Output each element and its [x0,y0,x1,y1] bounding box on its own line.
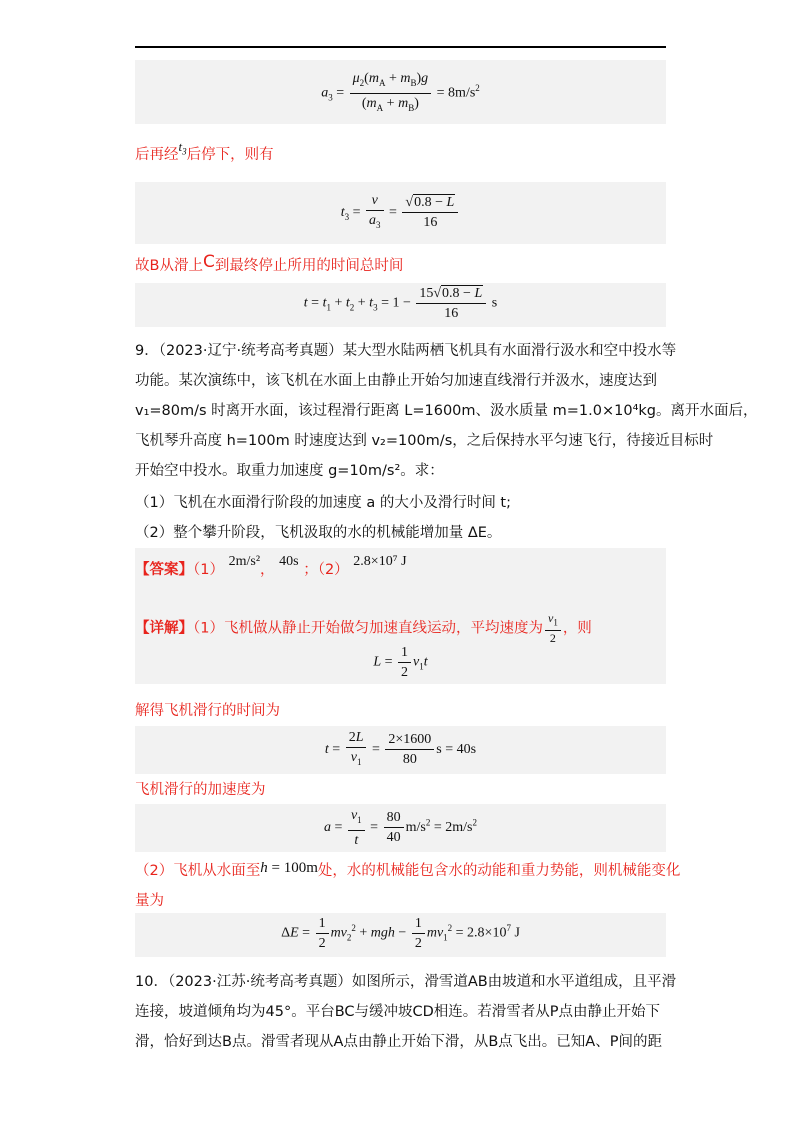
acceleration-label: 飞机滑行的加速度为 [135,782,266,798]
q9-line-5: 开始空中投水。取重力加速度 g=10m/s²。求： [135,463,444,479]
answer-tag: 【答案】 [135,562,193,578]
answer-value-2: 40s [279,554,299,569]
equation-a3: $a_3$ = $\frac{\mu_2(m_A + m_B)g}{(m_A + m_B)}$ = $8m/s^2$ [321,71,480,113]
equation-dE: ΔE = $\frac{1}{2}$ $mv_2^2$ + mgh − $\frac{1}{2}$ $mv_1^2 = 2.8\times 10^7$ J [281,916,520,951]
equation-box-total [135,283,666,327]
equation-box-t [135,726,666,774]
after-t3-text: 后再经$t_3$后停下，则有 [135,139,274,163]
detail-line: 【详解】（1）飞机做从静止开始做匀加速直线运动，平均速度为 $\frac{v_1}{2}$ ，则 [135,611,592,646]
time-label: 解得飞机滑行的时间为 [135,703,280,719]
q9-line-3: v₁=80m/s 时离开水面，该过程滑行距离 L=1600m、汲水质量 m=1.0×10⁴kg。离开水面后， [135,403,758,419]
part2-line-2: 量为 [135,893,164,909]
q9-line-4: 飞机琴升高度 h=100m 时速度达到 v₂=100m/s，之后保持水平匀速飞行，待接近目标时 [135,433,714,449]
equation-box-dE [135,913,666,957]
answer-line: 【答案】（1） 2m/s²， 40s ；（2） 2.8×10⁷ J [135,554,407,578]
detail-tag: 【详解】 [135,620,193,637]
part2-line-1: （2）飞机从水面至h = 100m处，水的机械能包含水的动能和重力势能，则机械能变化 [135,860,681,879]
header-rule [135,46,666,48]
equation-t3: $t_3$ = $\frac{v}{a_3}$ = $\frac{√0.8 - L}{16}$ [135,192,666,234]
equation-t: t = $\frac{2L}{v_1}$ = $\frac{2\times 1600}{80}$ s = 40s [324,730,477,768]
equation-box-t3 [135,182,666,244]
equation-box-a3 [135,60,666,124]
equation-total: $t = t_1 + t_2 + t_3 = 1$ − $\frac{15√0.8 - L}{16}$ s [303,286,498,321]
q9-sub-1: （1）飞机在水面滑行阶段的加速度 a 的大小及滑行时间 t; [135,495,512,511]
answer-value-3: 2.8×10⁷ J [353,554,407,569]
answer-box [135,548,666,684]
q9-line-1: 9．（2023·辽宁·统考高考真题）某大型水陆两栖飞机具有水面滑行汲水和空中投水等 [135,343,677,359]
total-time-text: 故B从滑上C到最终停止所用的时间总时间 [135,252,404,274]
height-value: h = 100m [260,860,318,876]
q10-line-1: 10．（2023·江苏·统考高考真题）如图所示，滑雪道AB由坡道和水平道组成，且平滑 [135,974,677,990]
q9-line-2: 功能。某次演练中，该飞机在水面上由静止开始匀加速直线滑行并汲水，速度达到 [135,373,657,389]
answer-value-1: 2m/s² [228,554,261,569]
q9-sub-2: （2）整个攀升阶段，飞机汲取的水的机械能增加量 ΔE。 [135,525,502,541]
q10-line-3: 滑，恰好到达B点。滑雪者现从A点由静止开始下滑，从B点飞出。已知A、P间的距 [135,1034,662,1050]
equation-a: a = $\frac{v_1}{t}$ = $\frac{80}{40}$ $m/s^2 = 2m/s^2$ [324,808,477,848]
q10-line-2: 连接，坡道倾角均为45°。平台BC与缓冲坡CD相连。若滑雪者从P点由静止开始下 [135,1004,661,1020]
equation-box-a [135,804,666,852]
equation-L: L = $\frac{1}{2}$ $v_1t$ [373,645,428,680]
